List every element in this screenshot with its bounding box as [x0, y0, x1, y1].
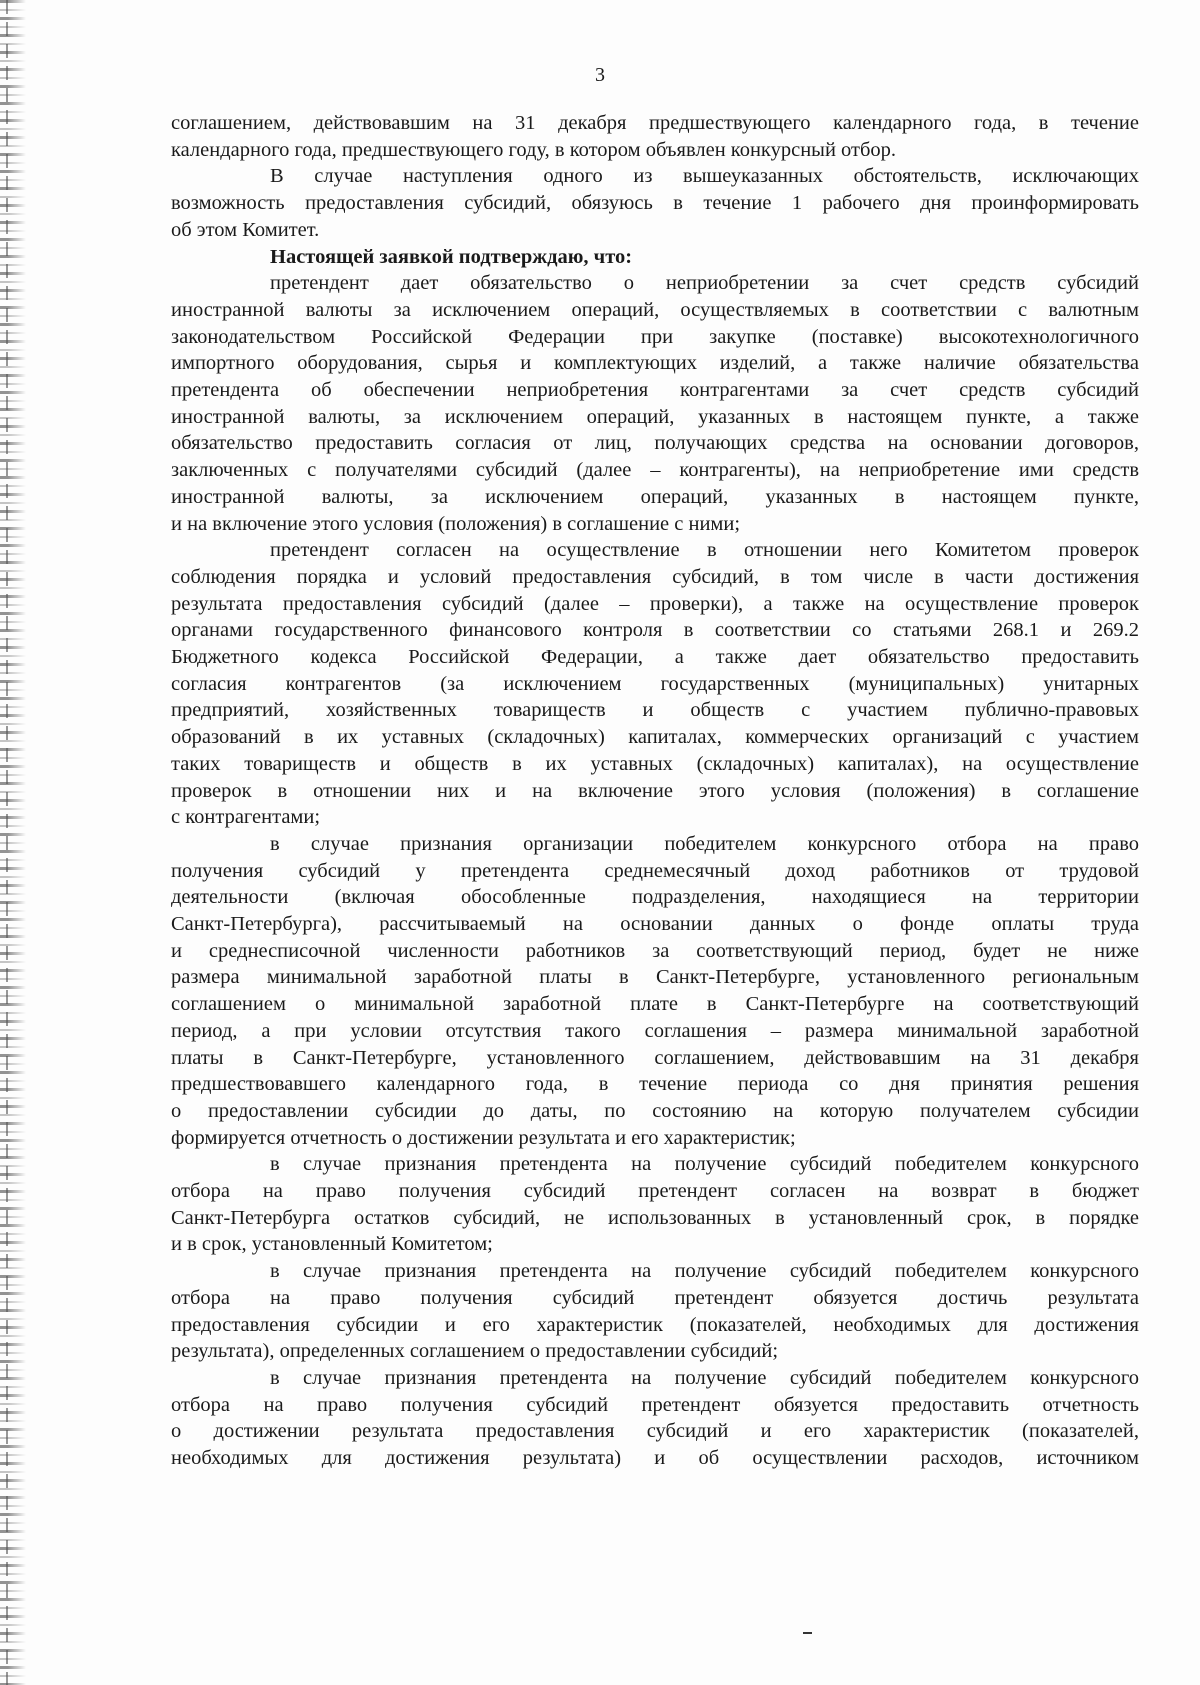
- text-line: иностранной валюты за исключением операций, осуществляемых в соответствии с валютным: [171, 298, 1139, 321]
- text-line: претендента об обеспечении неприобретения контрагентами за счет средств субсидий: [171, 379, 1139, 401]
- text-line: период, а при условии отсутствия такого соглашения – размера минимальной заработной: [171, 1019, 1139, 1042]
- text-line: предшествовавшего календарного года, в течение периода со дня принятия решения: [171, 1073, 1139, 1096]
- text-line: необходимых для достижения результата) и об осуществлении расходов, источником: [171, 1447, 1139, 1469]
- text-line: таких товариществ и обществ в их уставных (складочных) капиталах), на осуществление: [171, 752, 1139, 775]
- text-line: согласия контрагентов (за исключением государственных (муниципальных) унитарных: [171, 672, 1139, 695]
- text-line: формируется отчетность о достижении результата и его характеристик;: [171, 1126, 796, 1149]
- text-line: Санкт-Петербурга), рассчитываемый на основании данных о фонде оплаты труда: [171, 913, 1139, 935]
- text-line: заключенных с получателями субсидий (далее – контрагенты), на неприобретение ими средств: [171, 459, 1139, 482]
- text-line: проверок в отношении них и на включение этого условия (положения) в соглашение: [171, 779, 1139, 802]
- text-line: законодательством Российской Федерации при закупке (поставке) высокотехнологичного: [171, 325, 1139, 348]
- scan-speck: [803, 1632, 812, 1634]
- text-line: Санкт-Петербурга остатков субсидий, не использованных в установленный срок, в порядке: [171, 1206, 1139, 1229]
- section-heading-line: Настоящей заявкой подтверждаю, что:: [270, 245, 633, 268]
- text-line: платы в Санкт-Петербурге, установленного соглашением, действовавшим на 31 декабря: [171, 1046, 1139, 1069]
- text-line: В случае наступления одного из вышеуказанных обстоятельств, исключающих: [270, 165, 1139, 188]
- text-line: возможность предоставления субсидий, обязуюсь в течение 1 рабочего дня проинформировать: [171, 192, 1139, 215]
- text-line: результата предоставления субсидий (далее – проверки), а также на осуществление проверок: [171, 592, 1139, 615]
- scan-edge-line: [6, 0, 8, 1685]
- text-line: и на включение этого условия (положения) в соглашение с ними;: [171, 512, 741, 535]
- text-line: в случае признания претендента на получение субсидий победителем конкурсного: [270, 1366, 1139, 1389]
- text-line: предоставления субсидии и его характеристик (показателей, необходимых для достижения: [171, 1313, 1139, 1336]
- text-line: обязательство предоставить согласия от лиц, получающих средства на основании договоров,: [171, 432, 1139, 455]
- text-line: в случае признания организации победителем конкурсного отбора на право: [270, 832, 1139, 855]
- text-line: отбора на право получения субсидий претендент обязуется достичь результата: [171, 1286, 1139, 1309]
- text-line: календарного года, предшествующего году, в котором объявлен конкурсный отбор.: [171, 138, 897, 161]
- text-line: результата), определенных соглашением о предоставлении субсидий;: [171, 1340, 779, 1363]
- text-line: претендент дает обязательство о неприобретении за счет средств субсидий: [270, 272, 1139, 295]
- text-line: Бюджетного кодекса Российской Федерации, а также дает обязательство предоставить: [171, 646, 1139, 668]
- text-line: и среднесписочной численности работников за соответствующий период, будет не ниже: [171, 939, 1139, 962]
- text-line: в случае признания претендента на получение субсидий победителем конкурсного: [270, 1260, 1139, 1283]
- text-line: предприятий, хозяйственных товариществ и обществ с участием публично-правовых: [171, 699, 1139, 722]
- text-line: импортного оборудования, сырья и комплектующих изделий, а также наличие обязательства: [171, 352, 1139, 375]
- text-line: иностранной валюты, за исключением операций, указанных в настоящем пункте, а также: [171, 405, 1139, 428]
- scan-edge-artifact: [0, 0, 26, 1685]
- text-line: в случае признания претендента на получение субсидий победителем конкурсного: [270, 1153, 1139, 1176]
- text-line: с контрагентами;: [171, 806, 321, 829]
- page-number: 3: [595, 64, 605, 86]
- text-line: деятельности (включая обособленные подразделения, находящиеся на территории: [171, 886, 1139, 909]
- text-line: соглашением о минимальной заработной плате в Санкт-Петербурге на соответствующий: [171, 993, 1139, 1016]
- text-line: об этом Комитет.: [171, 218, 320, 241]
- text-line: органами государственного финансового контроля в соответствии со статьями 268.1 и 269.2: [171, 619, 1139, 642]
- text-line: о предоставлении субсидии до даты, по состоянию на которую получателем субсидии: [171, 1099, 1139, 1122]
- text-line: претендент согласен на осуществление в отношении него Комитетом проверок: [270, 539, 1139, 562]
- text-line: получения субсидий у претендента среднемесячный доход работников от трудовой: [171, 859, 1139, 882]
- text-line: отбора на право получения субсидий претендент обязуется предоставить отчетность: [171, 1393, 1139, 1416]
- text-line: и в срок, установленный Комитетом;: [171, 1233, 493, 1256]
- text-line: соглашением, действовавшим на 31 декабря предшествующего календарного года, в течение: [171, 112, 1139, 134]
- text-line: иностранной валюты, за исключением операций, указанных в настоящем пункте,: [171, 485, 1139, 508]
- text-line: о достижении результата предоставления субсидий и его характеристик (показателей,: [171, 1420, 1139, 1443]
- text-line: размера минимальной заработной платы в Санкт-Петербурге, установленного региональным: [171, 966, 1139, 989]
- text-line: соблюдения порядка и условий предоставления субсидий, в том числе в части достижения: [171, 565, 1139, 588]
- text-line: образований в их уставных (складочных) капиталах, коммерческих организаций с участием: [171, 726, 1139, 749]
- text-line: отбора на право получения субсидий претендент согласен на возврат в бюджет: [171, 1180, 1139, 1202]
